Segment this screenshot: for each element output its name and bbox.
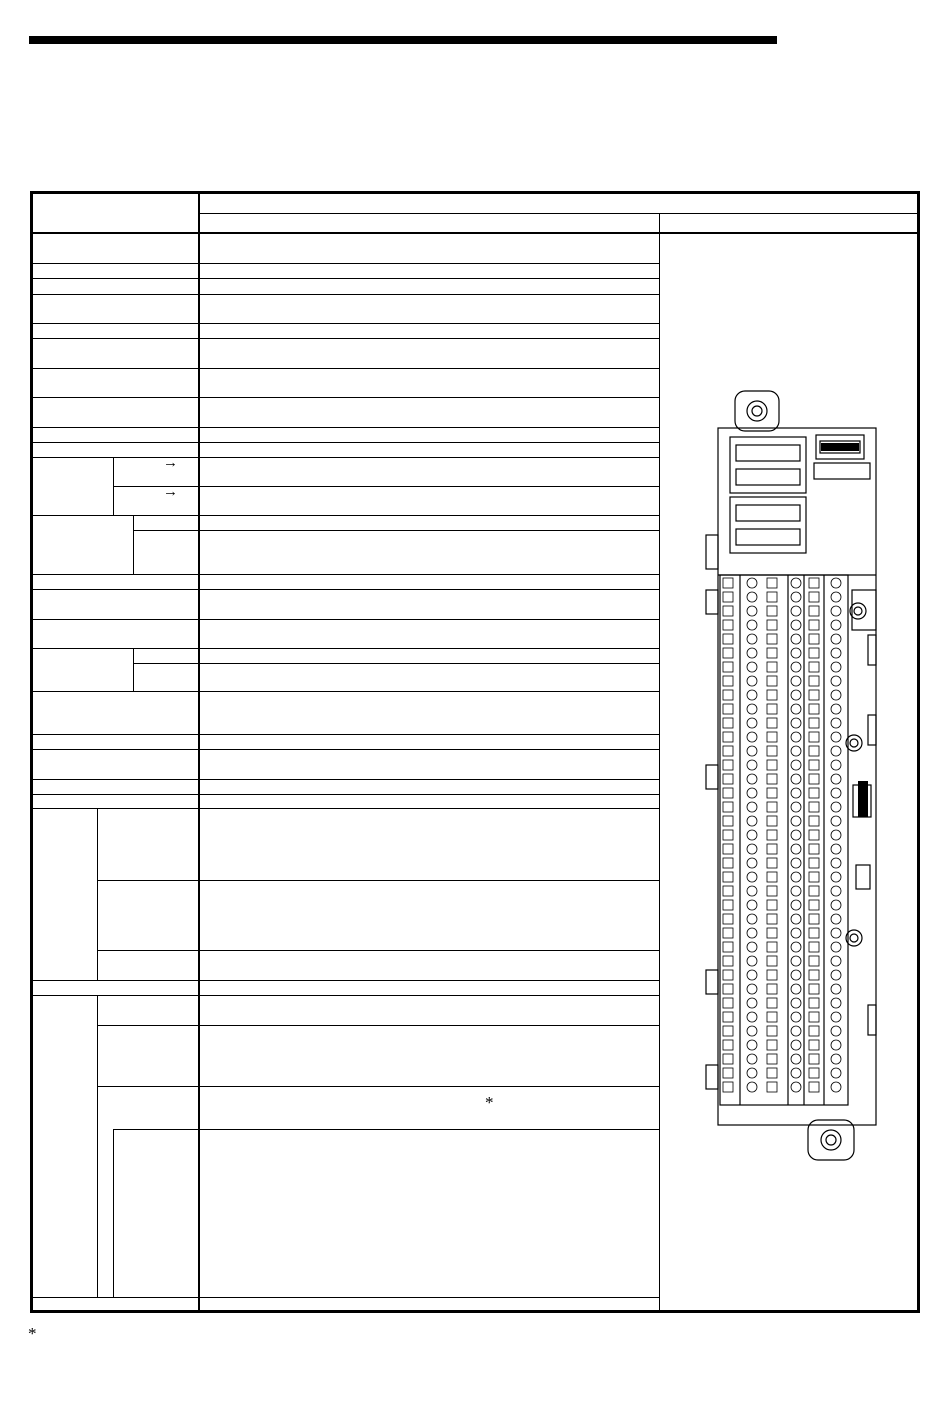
terminal-screw bbox=[723, 802, 733, 812]
group-divider bbox=[113, 1129, 114, 1297]
row-rule bbox=[33, 515, 660, 516]
terminal-screw bbox=[723, 998, 733, 1008]
terminal-screw bbox=[747, 760, 757, 770]
terminal-screw bbox=[747, 844, 757, 854]
row-rule bbox=[134, 530, 660, 531]
terminal-screw bbox=[791, 802, 801, 812]
group-divider bbox=[97, 808, 98, 980]
terminal-screw bbox=[791, 1012, 801, 1022]
terminal-screw bbox=[767, 928, 777, 938]
terminal-screw bbox=[791, 634, 801, 644]
terminal-screw bbox=[767, 676, 777, 686]
terminal-screw bbox=[791, 760, 801, 770]
header-subrule bbox=[200, 213, 917, 214]
terminal-screw bbox=[831, 704, 841, 714]
terminal-screw bbox=[747, 704, 757, 714]
terminal-screw bbox=[831, 970, 841, 980]
terminal-screw bbox=[723, 606, 733, 616]
terminal-screw bbox=[831, 1068, 841, 1078]
row-rule bbox=[33, 779, 660, 780]
terminal-screw bbox=[831, 844, 841, 854]
terminal-screw bbox=[831, 998, 841, 1008]
terminal-screw bbox=[767, 774, 777, 784]
row-rule bbox=[98, 1025, 660, 1026]
terminal-screw bbox=[791, 718, 801, 728]
terminal-screw bbox=[747, 1026, 757, 1036]
terminal-screw bbox=[723, 1040, 733, 1050]
terminal-screw bbox=[723, 774, 733, 784]
terminal-screw bbox=[831, 1082, 841, 1092]
terminal-screw bbox=[747, 900, 757, 910]
terminal-screw bbox=[791, 998, 801, 1008]
terminal-screw bbox=[747, 1082, 757, 1092]
terminal-screw bbox=[831, 816, 841, 826]
terminal-screw bbox=[831, 718, 841, 728]
terminal-screw bbox=[809, 970, 819, 980]
row-rule bbox=[114, 486, 660, 487]
terminal-screw bbox=[809, 760, 819, 770]
terminal-screw bbox=[747, 732, 757, 742]
row-rule bbox=[33, 794, 660, 795]
terminal-screw bbox=[767, 718, 777, 728]
terminal-screw bbox=[767, 732, 777, 742]
terminal-screw bbox=[723, 620, 733, 630]
terminal-screw bbox=[767, 914, 777, 924]
terminal-screw bbox=[791, 732, 801, 742]
terminal-screw bbox=[809, 732, 819, 742]
terminal-screw bbox=[723, 1068, 733, 1078]
arrow-icon: → bbox=[163, 455, 178, 471]
terminal-screw bbox=[831, 620, 841, 630]
row-rule bbox=[33, 619, 660, 620]
terminal-screw bbox=[747, 1068, 757, 1078]
terminal-screw bbox=[791, 886, 801, 896]
terminal-screw bbox=[791, 844, 801, 854]
terminal-screw bbox=[809, 816, 819, 826]
terminal-screw bbox=[767, 704, 777, 714]
terminal-screw bbox=[831, 858, 841, 868]
terminal-screw bbox=[791, 900, 801, 910]
terminal-screw bbox=[767, 746, 777, 756]
group-divider bbox=[133, 515, 134, 574]
terminal-screw bbox=[767, 1082, 777, 1092]
terminal-screw bbox=[809, 830, 819, 840]
terminal-screw bbox=[723, 956, 733, 966]
terminal-screw bbox=[767, 970, 777, 980]
terminal-screw bbox=[831, 872, 841, 882]
row-rule bbox=[33, 323, 660, 324]
terminal-screw bbox=[791, 956, 801, 966]
figure-column-divider bbox=[659, 213, 660, 1313]
terminal-screw bbox=[723, 1082, 733, 1092]
terminal-screw bbox=[767, 956, 777, 966]
terminal-screw bbox=[809, 928, 819, 938]
group-divider bbox=[113, 457, 114, 515]
terminal-screw bbox=[747, 970, 757, 980]
header-bottom-rule bbox=[33, 232, 917, 234]
arrow-icon: → bbox=[163, 484, 178, 500]
terminal-screw bbox=[767, 620, 777, 630]
terminal-screw bbox=[747, 606, 757, 616]
terminal-screw bbox=[809, 620, 819, 630]
row-rule bbox=[33, 995, 660, 996]
terminal-screw bbox=[723, 704, 733, 714]
terminal-screw bbox=[831, 690, 841, 700]
terminal-screw bbox=[747, 1054, 757, 1064]
terminal-screw bbox=[831, 1040, 841, 1050]
group-divider bbox=[97, 995, 98, 1297]
terminal-screw bbox=[831, 676, 841, 686]
terminal-screw bbox=[809, 844, 819, 854]
terminal-screw bbox=[831, 886, 841, 896]
terminal-screw bbox=[791, 1054, 801, 1064]
terminal-screw bbox=[747, 718, 757, 728]
terminal-screw bbox=[809, 704, 819, 714]
terminal-screw bbox=[809, 1082, 819, 1092]
terminal-screw bbox=[809, 956, 819, 966]
row-rule bbox=[33, 278, 660, 279]
terminal-screw bbox=[747, 858, 757, 868]
terminal-screw bbox=[791, 648, 801, 658]
terminal-screw bbox=[831, 1012, 841, 1022]
terminal-screw bbox=[809, 592, 819, 602]
row-rule bbox=[33, 397, 660, 398]
terminal-screw bbox=[809, 886, 819, 896]
terminal-screw bbox=[791, 914, 801, 924]
terminal-screw bbox=[747, 956, 757, 966]
terminal-screw bbox=[791, 984, 801, 994]
terminal-screw bbox=[791, 592, 801, 602]
terminal-screw bbox=[747, 662, 757, 672]
terminal-screw bbox=[747, 634, 757, 644]
terminal-screw bbox=[767, 662, 777, 672]
terminal-screw bbox=[723, 676, 733, 686]
terminal-screw bbox=[767, 592, 777, 602]
terminal-screw bbox=[809, 1026, 819, 1036]
terminal-screw bbox=[747, 592, 757, 602]
terminal-screw bbox=[791, 774, 801, 784]
terminal-screw bbox=[747, 746, 757, 756]
terminal-screw bbox=[767, 634, 777, 644]
terminal-screw bbox=[791, 746, 801, 756]
terminal-screw bbox=[723, 662, 733, 672]
terminal-screw bbox=[723, 858, 733, 868]
terminal-screw bbox=[747, 774, 757, 784]
terminal-screw bbox=[723, 1026, 733, 1036]
terminal-screw bbox=[831, 634, 841, 644]
group-divider bbox=[133, 648, 134, 691]
terminal-screw bbox=[747, 1040, 757, 1050]
terminal-screw bbox=[747, 998, 757, 1008]
terminal-screw bbox=[767, 802, 777, 812]
terminal-screw bbox=[809, 1040, 819, 1050]
terminal-screw bbox=[723, 746, 733, 756]
terminal-screw bbox=[767, 816, 777, 826]
terminal-screw bbox=[809, 998, 819, 1008]
terminal-screw bbox=[831, 760, 841, 770]
terminal-screw bbox=[747, 690, 757, 700]
terminal-screw bbox=[831, 648, 841, 658]
terminal-screw bbox=[723, 634, 733, 644]
terminal-screw bbox=[831, 956, 841, 966]
terminal-screw bbox=[723, 788, 733, 798]
row-rule bbox=[33, 1297, 660, 1298]
terminal-screw bbox=[767, 984, 777, 994]
terminal-screw bbox=[767, 872, 777, 882]
module-outline-figure bbox=[690, 385, 880, 1165]
terminal-screw bbox=[791, 606, 801, 616]
row-rule bbox=[33, 980, 660, 981]
terminal-screw bbox=[767, 858, 777, 868]
terminal-screw bbox=[747, 816, 757, 826]
terminal-screw bbox=[831, 606, 841, 616]
row-rule bbox=[33, 808, 660, 809]
terminal-screw bbox=[809, 900, 819, 910]
terminal-screw bbox=[747, 648, 757, 658]
row-rule bbox=[33, 338, 660, 339]
terminal-screw bbox=[723, 942, 733, 952]
terminal-screw bbox=[767, 690, 777, 700]
terminal-screw bbox=[747, 620, 757, 630]
top-rule bbox=[29, 36, 777, 44]
row-rule bbox=[98, 950, 660, 951]
terminal-screw bbox=[831, 592, 841, 602]
row-rule bbox=[33, 442, 660, 443]
row-rule bbox=[33, 368, 660, 369]
terminal-screw bbox=[809, 1054, 819, 1064]
terminal-screw bbox=[809, 774, 819, 784]
terminal-screw bbox=[723, 648, 733, 658]
terminal-screw bbox=[831, 1026, 841, 1036]
terminal-screw bbox=[831, 928, 841, 938]
row-rule bbox=[33, 457, 660, 458]
terminal-screw bbox=[809, 872, 819, 882]
terminal-screw bbox=[831, 802, 841, 812]
terminal-screw bbox=[767, 648, 777, 658]
terminal-screw bbox=[831, 578, 841, 588]
terminal-screw bbox=[791, 1040, 801, 1050]
row-rule bbox=[33, 263, 660, 264]
terminal-screw bbox=[767, 900, 777, 910]
terminal-screw bbox=[747, 872, 757, 882]
terminal-screw bbox=[791, 620, 801, 630]
terminal-screw bbox=[723, 760, 733, 770]
terminal-screw bbox=[723, 830, 733, 840]
terminal-screw bbox=[791, 942, 801, 952]
terminal-screw bbox=[747, 942, 757, 952]
terminal-screw bbox=[809, 690, 819, 700]
terminal-screw bbox=[791, 662, 801, 672]
terminal-screw bbox=[809, 634, 819, 644]
terminal-screw bbox=[809, 662, 819, 672]
terminal-screw bbox=[791, 1068, 801, 1078]
terminal-screw bbox=[767, 578, 777, 588]
terminal-screw bbox=[831, 1054, 841, 1064]
terminal-screw bbox=[791, 690, 801, 700]
terminal-screw bbox=[723, 690, 733, 700]
terminal-screw bbox=[767, 1012, 777, 1022]
terminal-screw bbox=[791, 578, 801, 588]
terminal-screw bbox=[809, 676, 819, 686]
terminal-screw bbox=[767, 606, 777, 616]
terminal-screw bbox=[723, 1054, 733, 1064]
terminal-screw bbox=[809, 788, 819, 798]
terminal-screw bbox=[723, 844, 733, 854]
item-column-divider bbox=[198, 191, 200, 1313]
terminal-screw bbox=[809, 606, 819, 616]
row-rule bbox=[33, 691, 660, 692]
terminal-screw bbox=[791, 970, 801, 980]
terminal-screw bbox=[723, 816, 733, 826]
terminal-screw bbox=[767, 886, 777, 896]
terminal-screw bbox=[831, 942, 841, 952]
row-rule bbox=[33, 734, 660, 735]
terminal-screw bbox=[791, 788, 801, 798]
terminal-screw bbox=[747, 676, 757, 686]
row-rule bbox=[33, 749, 660, 750]
terminal-screw bbox=[723, 886, 733, 896]
terminal-screw bbox=[831, 788, 841, 798]
terminal-screw bbox=[723, 900, 733, 910]
terminal-screw bbox=[723, 928, 733, 938]
terminal-screw bbox=[747, 914, 757, 924]
terminal-screw bbox=[767, 788, 777, 798]
terminal-screw bbox=[831, 732, 841, 742]
terminal-screw bbox=[747, 830, 757, 840]
terminal-screw bbox=[809, 718, 819, 728]
terminal-screw bbox=[791, 830, 801, 840]
terminal-screw bbox=[767, 830, 777, 840]
terminal-screw bbox=[831, 900, 841, 910]
terminal-screw bbox=[723, 914, 733, 924]
terminal-screw bbox=[723, 592, 733, 602]
terminal-screw bbox=[791, 676, 801, 686]
terminal-screw bbox=[809, 984, 819, 994]
terminal-screw bbox=[831, 662, 841, 672]
terminal-screw bbox=[747, 578, 757, 588]
terminal-screw bbox=[747, 984, 757, 994]
terminal-screw bbox=[791, 704, 801, 714]
terminal-screw bbox=[809, 1012, 819, 1022]
terminal-screw bbox=[791, 928, 801, 938]
row-rule bbox=[33, 648, 660, 649]
terminal-screw bbox=[723, 984, 733, 994]
terminal-screw bbox=[767, 942, 777, 952]
terminal-screw bbox=[809, 858, 819, 868]
terminal-screw bbox=[809, 942, 819, 952]
terminal-screw bbox=[809, 1068, 819, 1078]
terminal-screw bbox=[747, 1012, 757, 1022]
terminal-screw bbox=[723, 732, 733, 742]
remark-asterisk: * bbox=[485, 1093, 494, 1112]
terminal-screw bbox=[809, 914, 819, 924]
terminal-screw bbox=[809, 802, 819, 812]
terminal-screw bbox=[791, 816, 801, 826]
row-rule bbox=[98, 1086, 660, 1087]
terminal-screw bbox=[809, 648, 819, 658]
terminal-screw bbox=[723, 970, 733, 980]
terminal-screw bbox=[831, 984, 841, 994]
row-rule bbox=[33, 294, 660, 295]
terminal-screw bbox=[791, 1026, 801, 1036]
terminal-screw bbox=[767, 1054, 777, 1064]
terminal-screw bbox=[767, 998, 777, 1008]
terminal-screw bbox=[723, 1012, 733, 1022]
row-rule bbox=[33, 427, 660, 428]
terminal-screw bbox=[723, 718, 733, 728]
terminal-screw bbox=[767, 1026, 777, 1036]
terminal-screw bbox=[747, 886, 757, 896]
terminal-screw bbox=[767, 760, 777, 770]
row-rule bbox=[33, 589, 660, 590]
terminal-screw bbox=[831, 914, 841, 924]
terminal-screw bbox=[767, 1040, 777, 1050]
terminal-screw bbox=[791, 858, 801, 868]
terminal-screw bbox=[809, 746, 819, 756]
terminal-screw bbox=[723, 872, 733, 882]
terminal-screw bbox=[747, 802, 757, 812]
terminal-screw bbox=[723, 578, 733, 588]
terminal-screw bbox=[767, 1068, 777, 1078]
row-rule bbox=[114, 1129, 660, 1130]
terminal-screw bbox=[791, 872, 801, 882]
terminal-screw bbox=[831, 774, 841, 784]
row-rule bbox=[33, 574, 660, 575]
terminal-screw bbox=[747, 928, 757, 938]
terminal-screw bbox=[809, 578, 819, 588]
terminal-screw bbox=[831, 830, 841, 840]
terminal-screw bbox=[791, 1082, 801, 1092]
terminal-screw bbox=[747, 788, 757, 798]
terminal-screw bbox=[831, 746, 841, 756]
footnote-asterisk: * bbox=[28, 1324, 37, 1343]
terminal-screw bbox=[767, 844, 777, 854]
row-rule bbox=[98, 880, 660, 881]
row-rule bbox=[134, 663, 660, 664]
